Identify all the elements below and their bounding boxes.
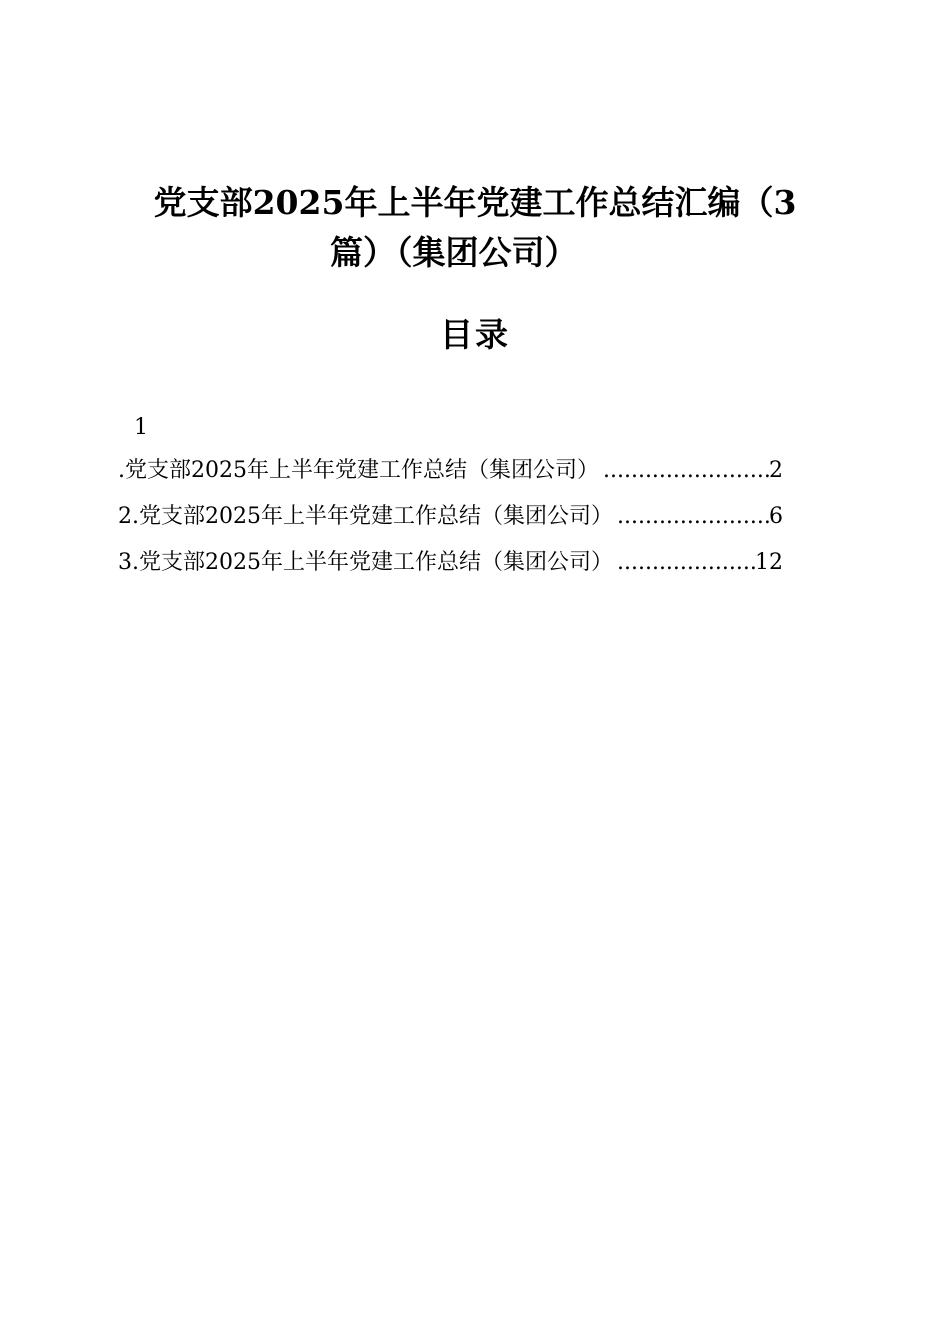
toc-dot-leader (617, 494, 769, 540)
document-title-line-2: 篇）（集团公司） (330, 233, 578, 272)
toc-item-number: 1 (134, 415, 148, 440)
toc-item-3[interactable] (118, 540, 783, 586)
toc-item-2[interactable] (118, 494, 783, 540)
toc-item-title: 2.党支部2025年上半年党建工作总结（集团公司） (118, 504, 613, 529)
toc-heading: 目录 (440, 315, 510, 354)
toc-item-page: 6 (769, 504, 783, 529)
toc-dot-leader (617, 540, 755, 586)
toc-dot-leader (603, 448, 769, 494)
toc-item-1[interactable] (118, 408, 783, 494)
toc-item-page: 12 (755, 550, 783, 575)
toc-item-title: .党支部2025年上半年党建工作总结（集团公司） (118, 458, 599, 483)
document-title (120, 178, 830, 278)
toc-entry-line[interactable] (118, 448, 783, 494)
document-title-line-1: 党支部2025年上半年党建工作总结汇编（3 (153, 183, 797, 222)
toc-item-title: 3.党支部2025年上半年党建工作总结（集团公司） (118, 550, 613, 575)
toc-item-page: 2 (769, 458, 783, 483)
table-of-contents (118, 408, 783, 586)
